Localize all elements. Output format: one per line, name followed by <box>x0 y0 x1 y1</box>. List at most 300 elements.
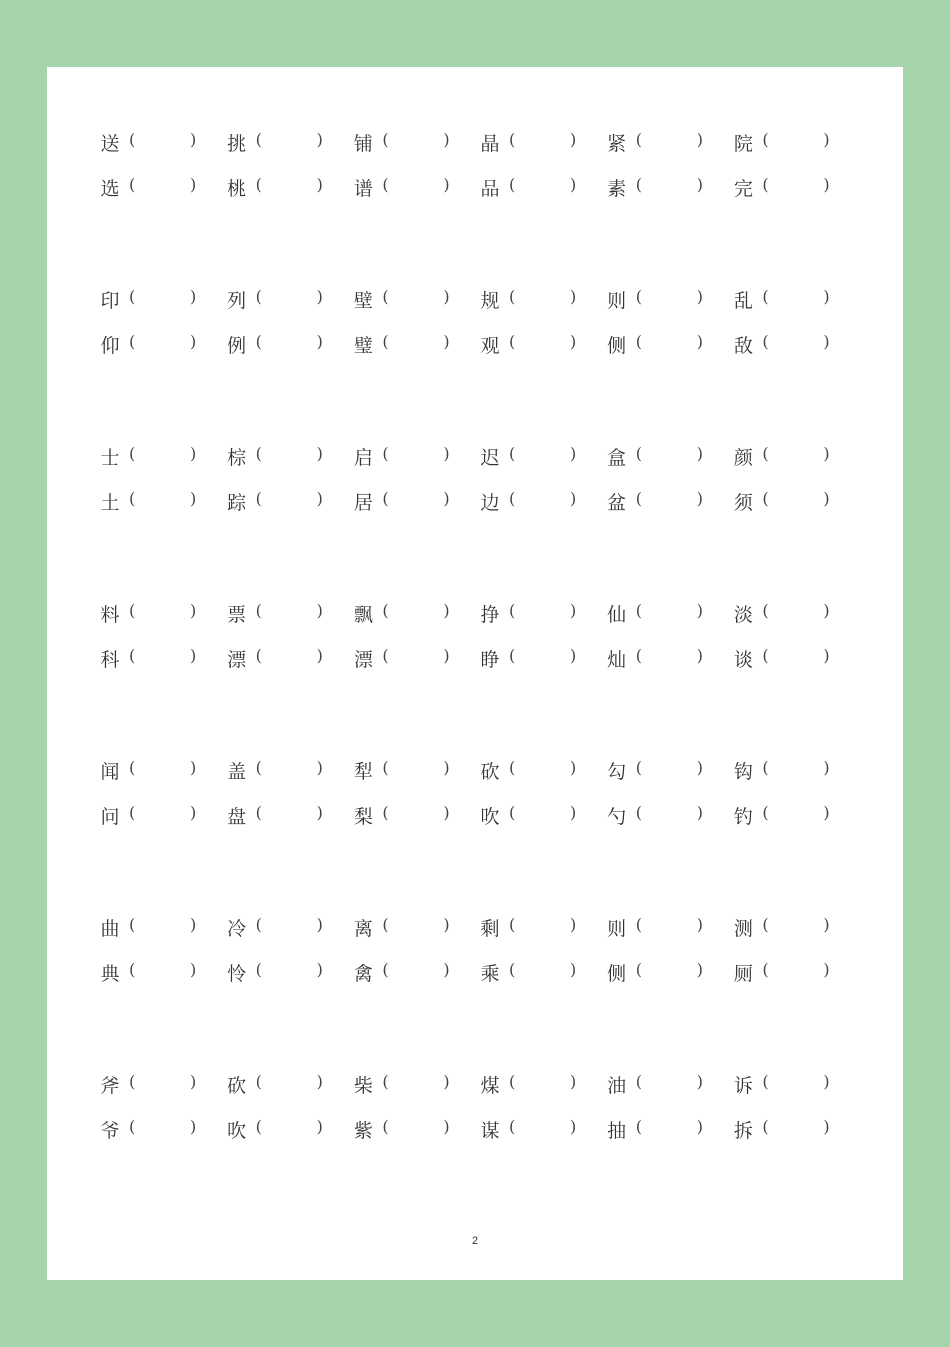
close-paren: ) <box>190 960 197 979</box>
word-building-cell <box>606 164 733 209</box>
word-building-cell <box>606 1106 733 1151</box>
character-row <box>99 276 859 321</box>
character: 敌 <box>733 335 753 357</box>
open-paren: ( <box>129 758 136 777</box>
open-paren: ( <box>129 646 136 665</box>
character: 须 <box>733 492 753 514</box>
character-row <box>99 792 859 837</box>
character: 曲 <box>100 918 120 940</box>
open-paren: ( <box>509 803 516 822</box>
close-paren: ) <box>570 130 577 149</box>
close-paren: ) <box>316 1117 323 1136</box>
open-paren: ( <box>762 1072 769 1091</box>
character: 选 <box>100 178 120 200</box>
close-paren: ) <box>696 287 703 306</box>
character: 漂 <box>353 649 373 671</box>
word-building-cell <box>732 1061 859 1106</box>
character: 谈 <box>733 649 753 671</box>
open-paren: ( <box>129 601 136 620</box>
close-paren: ) <box>570 444 577 463</box>
character: 素 <box>607 178 627 200</box>
character: 棕 <box>227 447 247 469</box>
character-group <box>99 590 859 747</box>
word-building-cell <box>226 321 353 366</box>
word-building-cell <box>352 747 479 792</box>
character: 列 <box>227 290 247 312</box>
open-paren: ( <box>635 803 642 822</box>
character: 离 <box>353 918 373 940</box>
close-paren: ) <box>190 175 197 194</box>
word-building-cell <box>352 433 479 478</box>
open-paren: ( <box>255 1072 262 1091</box>
worksheet-page <box>47 67 903 1280</box>
open-paren: ( <box>509 601 516 620</box>
open-paren: ( <box>635 646 642 665</box>
open-paren: ( <box>762 489 769 508</box>
word-building-cell <box>99 635 226 680</box>
character: 侧 <box>607 335 627 357</box>
word-building-cell <box>352 792 479 837</box>
character-row <box>99 119 859 164</box>
character: 诉 <box>733 1075 753 1097</box>
word-building-cell <box>479 1106 606 1151</box>
close-paren: ) <box>823 960 830 979</box>
word-building-cell <box>606 321 733 366</box>
close-paren: ) <box>190 758 197 777</box>
word-building-cell <box>226 119 353 164</box>
character: 勺 <box>607 806 627 828</box>
word-building-cell <box>226 747 353 792</box>
word-building-cell <box>99 1106 226 1151</box>
open-paren: ( <box>382 646 389 665</box>
word-building-cell <box>99 164 226 209</box>
character: 淡 <box>733 604 753 626</box>
open-paren: ( <box>635 444 642 463</box>
character: 怜 <box>227 963 247 985</box>
word-building-cell <box>732 949 859 994</box>
word-building-cell <box>226 949 353 994</box>
close-paren: ) <box>823 332 830 351</box>
character: 吹 <box>227 1120 247 1142</box>
close-paren: ) <box>316 332 323 351</box>
character-row <box>99 635 859 680</box>
open-paren: ( <box>382 758 389 777</box>
character: 璧 <box>353 335 373 357</box>
word-building-cell <box>606 1061 733 1106</box>
open-paren: ( <box>635 1117 642 1136</box>
open-paren: ( <box>255 130 262 149</box>
word-building-cell <box>226 792 353 837</box>
word-building-cell <box>479 590 606 635</box>
character: 抽 <box>607 1120 627 1142</box>
open-paren: ( <box>635 960 642 979</box>
open-paren: ( <box>255 803 262 822</box>
close-paren: ) <box>696 803 703 822</box>
close-paren: ) <box>823 601 830 620</box>
character: 油 <box>607 1075 627 1097</box>
close-paren: ) <box>823 287 830 306</box>
word-building-cell <box>99 321 226 366</box>
open-paren: ( <box>382 915 389 934</box>
open-paren: ( <box>255 1117 262 1136</box>
word-building-cell <box>606 747 733 792</box>
close-paren: ) <box>316 646 323 665</box>
word-building-cell <box>732 321 859 366</box>
open-paren: ( <box>509 1117 516 1136</box>
character-row <box>99 433 859 478</box>
word-building-cell <box>479 747 606 792</box>
close-paren: ) <box>823 489 830 508</box>
close-paren: ) <box>443 758 450 777</box>
close-paren: ) <box>443 1117 450 1136</box>
open-paren: ( <box>255 646 262 665</box>
word-building-cell <box>479 321 606 366</box>
close-paren: ) <box>443 332 450 351</box>
character: 乱 <box>733 290 753 312</box>
word-building-cell <box>479 1061 606 1106</box>
open-paren: ( <box>129 332 136 351</box>
character: 院 <box>733 133 753 155</box>
open-paren: ( <box>762 444 769 463</box>
word-building-cell <box>606 433 733 478</box>
character: 挣 <box>480 604 500 626</box>
close-paren: ) <box>696 915 703 934</box>
close-paren: ) <box>570 175 577 194</box>
open-paren: ( <box>509 915 516 934</box>
close-paren: ) <box>190 1117 197 1136</box>
open-paren: ( <box>382 601 389 620</box>
open-paren: ( <box>635 130 642 149</box>
character: 典 <box>100 963 120 985</box>
open-paren: ( <box>762 601 769 620</box>
close-paren: ) <box>696 960 703 979</box>
open-paren: ( <box>255 444 262 463</box>
word-building-cell <box>732 904 859 949</box>
word-building-cell <box>479 478 606 523</box>
character: 壁 <box>353 290 373 312</box>
word-building-cell <box>732 635 859 680</box>
open-paren: ( <box>382 175 389 194</box>
close-paren: ) <box>696 1072 703 1091</box>
open-paren: ( <box>635 1072 642 1091</box>
character: 挑 <box>227 133 247 155</box>
open-paren: ( <box>635 287 642 306</box>
word-building-cell <box>479 433 606 478</box>
open-paren: ( <box>635 489 642 508</box>
open-paren: ( <box>509 444 516 463</box>
open-paren: ( <box>509 646 516 665</box>
word-building-cell <box>99 747 226 792</box>
word-building-cell <box>606 792 733 837</box>
close-paren: ) <box>316 915 323 934</box>
close-paren: ) <box>190 1072 197 1091</box>
character: 桃 <box>227 178 247 200</box>
character-row <box>99 590 859 635</box>
character: 印 <box>100 290 120 312</box>
close-paren: ) <box>316 758 323 777</box>
character: 紧 <box>607 133 627 155</box>
character-row <box>99 321 859 366</box>
word-building-cell <box>226 276 353 321</box>
character: 盒 <box>607 447 627 469</box>
open-paren: ( <box>255 601 262 620</box>
character: 盆 <box>607 492 627 514</box>
close-paren: ) <box>316 130 323 149</box>
character-row <box>99 164 859 209</box>
word-building-cell <box>99 949 226 994</box>
close-paren: ) <box>190 915 197 934</box>
close-paren: ) <box>316 287 323 306</box>
word-building-cell <box>99 590 226 635</box>
character: 爷 <box>100 1120 120 1142</box>
character: 品 <box>480 178 500 200</box>
character-group <box>99 119 859 276</box>
open-paren: ( <box>129 1072 136 1091</box>
character: 盖 <box>227 761 247 783</box>
close-paren: ) <box>823 803 830 822</box>
close-paren: ) <box>823 1072 830 1091</box>
word-building-cell <box>352 904 479 949</box>
character: 则 <box>607 290 627 312</box>
character: 犁 <box>353 761 373 783</box>
open-paren: ( <box>129 915 136 934</box>
open-paren: ( <box>762 1117 769 1136</box>
character: 谋 <box>480 1120 500 1142</box>
open-paren: ( <box>762 915 769 934</box>
word-building-cell <box>606 904 733 949</box>
character: 仰 <box>100 335 120 357</box>
word-building-cell <box>479 164 606 209</box>
open-paren: ( <box>255 287 262 306</box>
close-paren: ) <box>696 332 703 351</box>
close-paren: ) <box>570 646 577 665</box>
word-building-cell <box>479 119 606 164</box>
character-row <box>99 949 859 994</box>
word-building-cell <box>606 949 733 994</box>
close-paren: ) <box>316 1072 323 1091</box>
open-paren: ( <box>255 489 262 508</box>
open-paren: ( <box>509 332 516 351</box>
close-paren: ) <box>570 758 577 777</box>
character-group <box>99 904 859 1061</box>
word-building-cell <box>226 433 353 478</box>
word-building-cell <box>606 590 733 635</box>
word-building-cell <box>732 433 859 478</box>
close-paren: ) <box>696 646 703 665</box>
character: 仙 <box>607 604 627 626</box>
open-paren: ( <box>635 915 642 934</box>
word-building-cell <box>352 1106 479 1151</box>
character: 漂 <box>227 649 247 671</box>
open-paren: ( <box>762 803 769 822</box>
word-building-cell <box>732 164 859 209</box>
open-paren: ( <box>382 444 389 463</box>
word-building-cell <box>352 635 479 680</box>
character: 票 <box>227 604 247 626</box>
open-paren: ( <box>382 332 389 351</box>
word-building-cell <box>226 478 353 523</box>
word-building-cell <box>226 590 353 635</box>
character-row <box>99 904 859 949</box>
close-paren: ) <box>443 287 450 306</box>
close-paren: ) <box>823 758 830 777</box>
open-paren: ( <box>509 960 516 979</box>
close-paren: ) <box>443 444 450 463</box>
word-building-cell <box>352 949 479 994</box>
open-paren: ( <box>129 489 136 508</box>
word-building-cell <box>479 904 606 949</box>
character-row <box>99 747 859 792</box>
open-paren: ( <box>635 175 642 194</box>
close-paren: ) <box>190 601 197 620</box>
open-paren: ( <box>509 130 516 149</box>
word-building-cell <box>99 478 226 523</box>
close-paren: ) <box>570 601 577 620</box>
word-building-cell <box>99 433 226 478</box>
close-paren: ) <box>190 803 197 822</box>
close-paren: ) <box>570 1072 577 1091</box>
character: 铺 <box>353 133 373 155</box>
close-paren: ) <box>696 758 703 777</box>
character: 闻 <box>100 761 120 783</box>
close-paren: ) <box>823 130 830 149</box>
close-paren: ) <box>570 489 577 508</box>
word-building-cell <box>352 1061 479 1106</box>
character-group <box>99 276 859 433</box>
character: 料 <box>100 604 120 626</box>
close-paren: ) <box>443 175 450 194</box>
word-building-cell <box>226 635 353 680</box>
open-paren: ( <box>129 287 136 306</box>
word-building-cell <box>99 276 226 321</box>
close-paren: ) <box>190 489 197 508</box>
word-building-cell <box>226 164 353 209</box>
character: 踪 <box>227 492 247 514</box>
character: 吹 <box>480 806 500 828</box>
word-building-cell <box>606 119 733 164</box>
close-paren: ) <box>443 960 450 979</box>
close-paren: ) <box>696 601 703 620</box>
close-paren: ) <box>190 287 197 306</box>
close-paren: ) <box>570 960 577 979</box>
open-paren: ( <box>509 1072 516 1091</box>
word-building-cell <box>479 276 606 321</box>
close-paren: ) <box>696 130 703 149</box>
word-building-cell <box>226 1106 353 1151</box>
character: 斧 <box>100 1075 120 1097</box>
open-paren: ( <box>382 960 389 979</box>
character: 则 <box>607 918 627 940</box>
word-building-cell <box>99 119 226 164</box>
word-building-cell <box>606 478 733 523</box>
character: 灿 <box>607 649 627 671</box>
close-paren: ) <box>443 915 450 934</box>
word-building-cell <box>479 949 606 994</box>
open-paren: ( <box>382 803 389 822</box>
close-paren: ) <box>316 444 323 463</box>
close-paren: ) <box>823 1117 830 1136</box>
open-paren: ( <box>635 758 642 777</box>
character: 测 <box>733 918 753 940</box>
word-building-cell <box>606 276 733 321</box>
word-building-cell <box>732 276 859 321</box>
close-paren: ) <box>570 1117 577 1136</box>
page-number: 2 <box>471 1235 479 1247</box>
word-building-cell <box>352 164 479 209</box>
character: 煤 <box>480 1075 500 1097</box>
word-building-cell <box>226 1061 353 1106</box>
character: 观 <box>480 335 500 357</box>
close-paren: ) <box>823 444 830 463</box>
character: 例 <box>227 335 247 357</box>
word-building-cell <box>226 904 353 949</box>
word-building-cell <box>99 904 226 949</box>
word-building-cell <box>479 635 606 680</box>
character: 颜 <box>733 447 753 469</box>
word-building-cell <box>732 478 859 523</box>
close-paren: ) <box>316 601 323 620</box>
close-paren: ) <box>190 646 197 665</box>
close-paren: ) <box>316 960 323 979</box>
word-building-cell <box>99 1061 226 1106</box>
open-paren: ( <box>382 1072 389 1091</box>
character: 柴 <box>353 1075 373 1097</box>
character: 边 <box>480 492 500 514</box>
character: 规 <box>480 290 500 312</box>
open-paren: ( <box>255 960 262 979</box>
character: 问 <box>100 806 120 828</box>
word-building-cell <box>732 747 859 792</box>
open-paren: ( <box>129 444 136 463</box>
character: 士 <box>100 447 120 469</box>
character: 禽 <box>353 963 373 985</box>
character: 送 <box>100 133 120 155</box>
character: 侧 <box>607 963 627 985</box>
character: 飘 <box>353 604 373 626</box>
character: 完 <box>733 178 753 200</box>
character: 砍 <box>480 761 500 783</box>
open-paren: ( <box>129 960 136 979</box>
character: 钩 <box>733 761 753 783</box>
open-paren: ( <box>129 130 136 149</box>
close-paren: ) <box>190 332 197 351</box>
close-paren: ) <box>316 803 323 822</box>
character: 乘 <box>480 963 500 985</box>
close-paren: ) <box>316 175 323 194</box>
character-group <box>99 1061 859 1218</box>
character-row <box>99 1106 859 1151</box>
open-paren: ( <box>509 489 516 508</box>
character: 紫 <box>353 1120 373 1142</box>
open-paren: ( <box>762 332 769 351</box>
character-group <box>99 747 859 904</box>
character: 启 <box>353 447 373 469</box>
close-paren: ) <box>443 601 450 620</box>
close-paren: ) <box>823 915 830 934</box>
character: 厕 <box>733 963 753 985</box>
open-paren: ( <box>762 287 769 306</box>
close-paren: ) <box>190 130 197 149</box>
open-paren: ( <box>129 175 136 194</box>
character: 睁 <box>480 649 500 671</box>
word-building-cell <box>352 119 479 164</box>
word-building-cell <box>352 478 479 523</box>
character: 勾 <box>607 761 627 783</box>
word-building-cell <box>732 1106 859 1151</box>
character: 晶 <box>480 133 500 155</box>
open-paren: ( <box>509 287 516 306</box>
open-paren: ( <box>762 130 769 149</box>
